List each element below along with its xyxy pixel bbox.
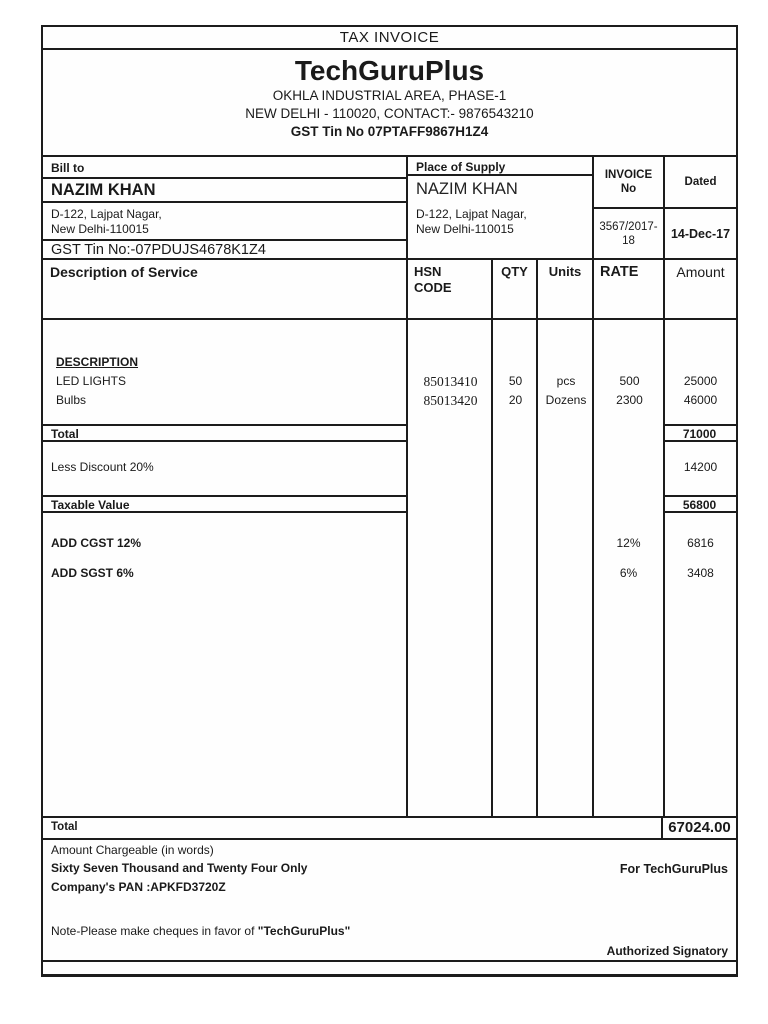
bill-to-name: NAZIM KHAN bbox=[43, 179, 406, 203]
sgst-amount: 3408 bbox=[687, 566, 714, 580]
item-hsn: 85013410 bbox=[423, 374, 478, 389]
company-address-line2: NEW DELHI - 110020, CONTACT:- 9876543210 bbox=[245, 105, 534, 121]
cgst-label: ADD CGST 12% bbox=[51, 536, 142, 550]
table-header-row bbox=[43, 260, 736, 320]
cheque-note-company: "TechGuruPlus" bbox=[257, 924, 351, 938]
bill-to-address-line2: New Delhi-110015 bbox=[51, 222, 149, 236]
authorized-signatory-label: Authorized Signatory bbox=[606, 944, 728, 958]
invoice-document bbox=[41, 25, 738, 977]
bill-to-label: Bill to bbox=[43, 157, 406, 179]
item-qty: 50 bbox=[508, 374, 523, 388]
invoice-number-label: INVOICE No bbox=[594, 157, 663, 209]
sgst-label: ADD SGST 6% bbox=[51, 566, 134, 580]
sgst-rate: 6% bbox=[619, 566, 638, 580]
place-of-supply-name: NAZIM KHAN bbox=[416, 180, 518, 198]
company-header bbox=[43, 50, 736, 157]
place-of-supply-label: Place of Supply bbox=[408, 157, 592, 176]
invoice-number-block bbox=[594, 157, 665, 258]
company-gst-number: GST Tin No 07PTAFF9867H1Z4 bbox=[290, 124, 489, 139]
bill-to-block bbox=[43, 157, 408, 258]
subtotal-amount: 71000 bbox=[663, 424, 736, 442]
column-header-qty: QTY bbox=[493, 260, 538, 318]
taxable-value-amount: 56800 bbox=[663, 495, 736, 513]
item-rows bbox=[43, 353, 736, 410]
column-header-units: Units bbox=[538, 260, 594, 318]
bill-to-address-line1: D-122, Lajpat Nagar, bbox=[51, 207, 162, 221]
invoice-date-value: 14-Dec-17 bbox=[670, 226, 731, 241]
place-of-supply-address-line1: D-122, Lajpat Nagar, bbox=[416, 207, 527, 221]
table-body bbox=[43, 320, 736, 816]
item-units: Dozens bbox=[545, 393, 587, 407]
bottom-strip bbox=[43, 960, 736, 975]
invoice-date-block bbox=[665, 157, 736, 258]
table-row bbox=[43, 391, 736, 410]
items-heading: DESCRIPTION bbox=[56, 355, 139, 369]
taxable-value-label: Taxable Value bbox=[43, 495, 406, 513]
grand-total-row bbox=[43, 816, 736, 840]
item-rate: 500 bbox=[619, 374, 640, 388]
grand-total-label: Total bbox=[43, 818, 663, 838]
invoice-number-value: 3567/2017-18 bbox=[599, 220, 658, 247]
cgst-amount: 6816 bbox=[687, 536, 714, 550]
item-description: LED LIGHTS bbox=[56, 374, 127, 388]
column-header-rate: RATE bbox=[594, 260, 665, 318]
discount-amount: 14200 bbox=[683, 460, 718, 474]
cgst-rate: 12% bbox=[616, 536, 641, 550]
item-hsn: 85013420 bbox=[423, 393, 478, 408]
company-address-line1: OKHLA INDUSTRIAL AREA, PHASE-1 bbox=[272, 88, 507, 103]
place-of-supply-address-line2: New Delhi-110015 bbox=[416, 222, 514, 236]
party-section bbox=[43, 157, 736, 260]
invoice-date-label: Dated bbox=[665, 157, 736, 209]
amount-words-label: Amount Chargeable (in words) bbox=[51, 843, 214, 857]
company-name: TechGuruPlus bbox=[294, 55, 485, 86]
company-pan: Company's PAN :APKFD3720Z bbox=[51, 880, 226, 894]
column-header-hsn-code: HSN CODE bbox=[408, 260, 493, 318]
invoice-footer bbox=[43, 840, 736, 960]
for-company-signature-label: For TechGuruPlus bbox=[619, 862, 728, 876]
bill-to-gst-number: GST Tin No:-07PDUJS4678K1Z4 bbox=[51, 242, 266, 258]
item-amount: 46000 bbox=[683, 393, 718, 407]
items-heading-row bbox=[43, 353, 736, 372]
subtotal-label: Total bbox=[43, 424, 406, 442]
place-of-supply-address bbox=[408, 199, 592, 237]
grand-total-amount: 67024.00 bbox=[668, 819, 731, 836]
table-row bbox=[43, 372, 736, 391]
item-description: Bulbs bbox=[56, 393, 87, 407]
place-of-supply-block bbox=[408, 157, 594, 258]
item-units: pcs bbox=[556, 374, 576, 388]
column-header-amount: Amount bbox=[676, 264, 725, 280]
discount-label: Less Discount 20% bbox=[51, 460, 154, 474]
invoice-title: TAX INVOICE bbox=[43, 27, 736, 50]
bill-to-address bbox=[43, 203, 406, 241]
item-amount: 25000 bbox=[683, 374, 718, 388]
cheque-note bbox=[51, 924, 350, 938]
item-qty: 20 bbox=[508, 393, 523, 407]
cheque-note-text: Note-Please make cheques in favor of bbox=[51, 924, 258, 938]
column-header-description: Description of Service bbox=[43, 260, 408, 318]
amount-in-words: Sixty Seven Thousand and Twenty Four Only bbox=[51, 861, 308, 875]
item-rate: 2300 bbox=[616, 393, 643, 407]
